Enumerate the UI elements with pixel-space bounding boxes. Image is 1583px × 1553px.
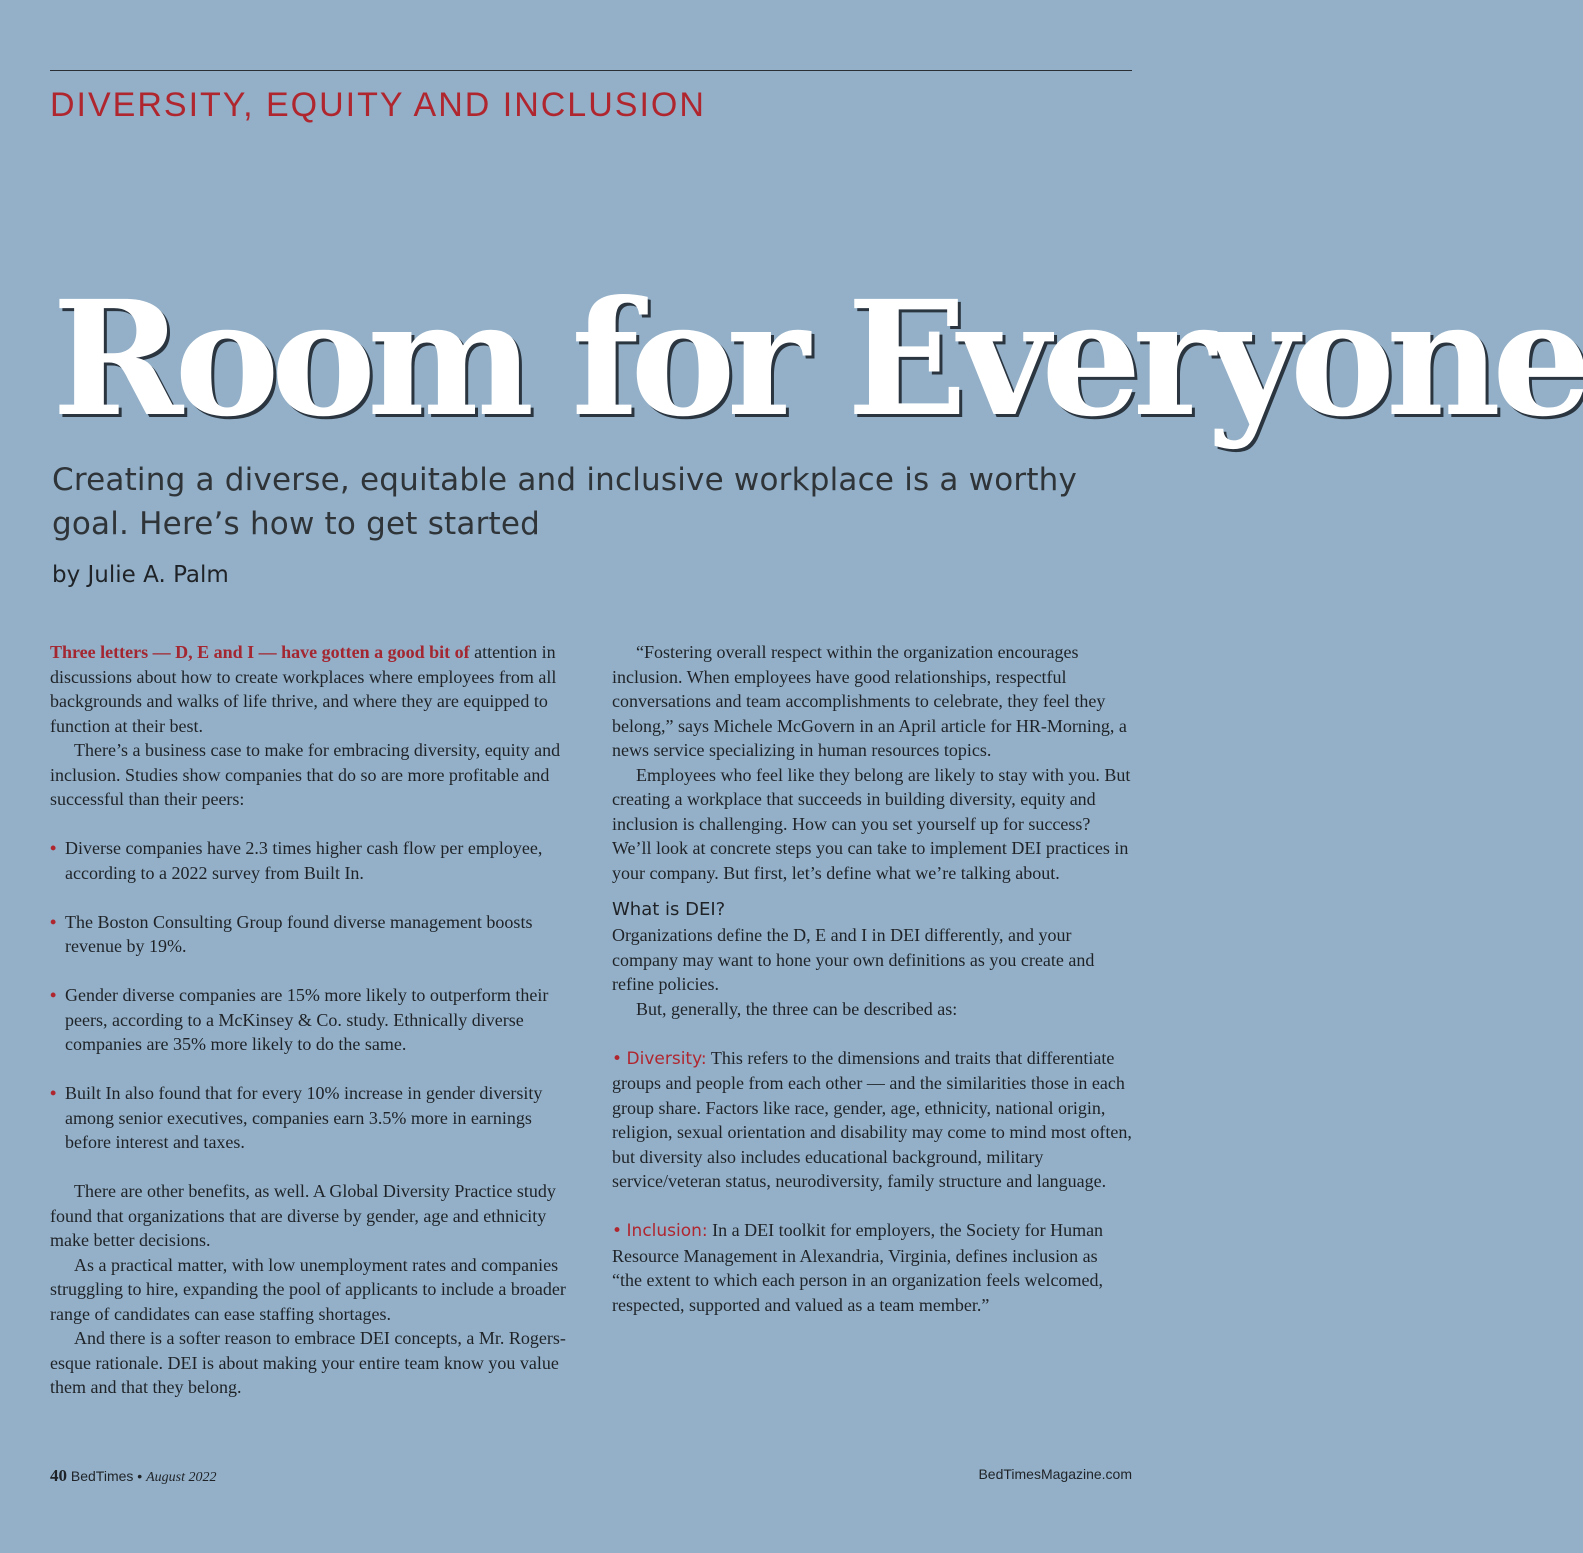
benefits-paragraph: There are other benefits, as well. A Global Diversity Practice study found that organizations that are diverse by gender, age and ethnicity make better decisions.	[50, 1181, 556, 1250]
website-url[interactable]: BedTimesMagazine.com	[978, 1466, 1132, 1482]
bullet-icon: •	[50, 911, 57, 932]
list-item: • Gender diverse companies are 15% more likely to outperform their peers, according to a McKinsey & Co. study. Ethnically diverse companies are 35% more likely to do the same.	[50, 985, 549, 1054]
bullet-icon: •	[50, 985, 57, 1005]
softer-reason-paragraph: And there is a softer reason to embrace DEI concepts, a Mr. Rogers-esque rationale. DEI is about making your entire team know you value them and that they belong.	[50, 1328, 566, 1397]
subheadline: Creating a diverse, equitable and inclusive workplace is a worthy goal. Here’s how to get started	[52, 462, 1078, 542]
quote-paragraph: “Fostering overall respect within the organization encourages inclusion. When employees have good relationships, respectful conversations and team accomplishments to celebrate, they feel they belong,” says Michele McGovern in an April article for HR-Morning, a news service specializing in human resources topics.	[612, 642, 1127, 760]
list-item: • Diverse companies have 2.3 times higher cash flow per employee, according to a 2022 survey from Built In.	[50, 838, 543, 883]
section-heading: What is DEI?	[612, 899, 726, 920]
issue-date: August 2022	[146, 1470, 217, 1485]
intro-paragraph	[50, 640, 570, 738]
footer-separator: •	[137, 1468, 143, 1484]
list-item: • The Boston Consulting Group found diverse management boosts revenue by 19%.	[50, 911, 533, 956]
page-footer	[50, 1466, 216, 1486]
inclusion-term: Inclusion:	[626, 1221, 708, 1241]
business-case-paragraph: There’s a business case to make for embracing diversity, equity and inclusion. Studies show companies that do so are more profitable and successful than their peers:	[50, 740, 561, 809]
bullet-icon: •	[50, 838, 57, 858]
section-label: DIVERSITY, EQUITY AND INCLUSION	[50, 86, 706, 124]
bullet-icon: •	[50, 1083, 57, 1103]
list-item: • Built In also found that for every 10% increase in gender diversity among senior executives, companies earn 3.5% more in earnings before interest and taxes.	[50, 1083, 543, 1152]
bullet-icon: •	[612, 1221, 623, 1241]
inclusion-definition: • Inclusion: In a DEI toolkit for employers, the Society for Human Resource Management in Alexandria, Virginia, defines inclusion as “the extent to which each person in an organization feels welcomed, respected, supported and valued as a team member.”	[612, 1220, 1104, 1315]
article-column-left	[50, 640, 570, 1400]
headline-container	[0, 267, 1583, 452]
page-number: 40	[50, 1466, 67, 1485]
practical-paragraph: As a practical matter, with low unemployment rates and companies struggling to hire, expanding the pool of applicants to include a broader range of candidates can ease staffing shortages.	[50, 1254, 566, 1324]
lead-in: Three letters — D, E and I — have gotten a good bit of	[50, 642, 470, 662]
byline: by Julie A. Palm	[52, 562, 229, 588]
headline: Room for Everyone	[52, 267, 1583, 452]
described-as-paragraph: But, generally, the three can be described as:	[636, 998, 958, 1019]
diversity-term: Diversity:	[626, 1048, 707, 1069]
bullet-icon: •	[612, 1048, 623, 1069]
top-rule	[50, 70, 1132, 71]
definitions-paragraph: Organizations define the D, E and I in DEI differently, and your company may want to hone your own definitions as you create and refine policies.	[612, 925, 1095, 994]
article-column-right	[612, 640, 1132, 1317]
diversity-definition: • Diversity: This refers to the dimensions and traits that differentiate groups and people from each other — and the similarities those in each group share. Factors like race, gender, age, ethnicity, national origin, religion, sexual orientation and disability may come to mind most often, but diversity also includes educational background, military service/veteran status, neurodiversity, family structure and language.	[612, 1047, 1132, 1191]
belonging-paragraph: Employees who feel like they belong are likely to stay with you. But creating a workplace that succeeds in building diversity, equity and inclusion is challenging. How can you set yourself up for success? We’ll look at concrete steps you can take to implement DEI practices in your company. But first, let’s define what we’re talking about.	[612, 764, 1131, 883]
magazine-name: BedTimes	[70, 1468, 134, 1484]
intro-text: attention in discussions about how to create workplaces where employees from all backgrounds and walks of life thrive, and where they are equipped to function at their best.	[50, 642, 557, 736]
